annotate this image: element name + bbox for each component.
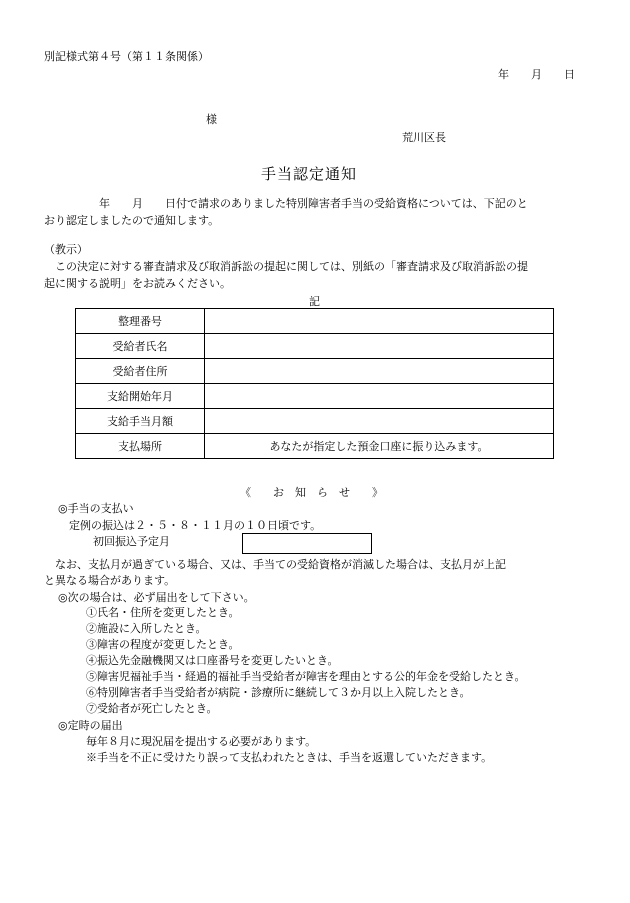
periodic-report-heading: ◎定時の届出 (58, 719, 123, 732)
notice-section (44, 241, 584, 292)
addressee-honorific: 様 (206, 113, 217, 126)
issuer-name: 荒川区長 (402, 131, 446, 144)
notice-line-1: この決定に対する審査請求及び取消訴訟の提起に関しては、別紙の「審査請求及び取消訴訟の提 (44, 260, 528, 273)
table-row (76, 334, 554, 359)
date-line: 年 月 日 (498, 68, 575, 81)
report-heading: ◎次の場合は、必ず届出をして下さい。 (58, 591, 255, 604)
oshirase-heading: 《 お 知 ら せ 》 (240, 486, 383, 499)
intro-paragraph (44, 195, 584, 229)
table-value (205, 409, 554, 434)
table-label: 受給者住所 (76, 359, 205, 384)
intro-line-1: 年 月 日付で請求のありました特別障害者手当の受給資格については、下記のと (44, 197, 528, 210)
payment-heading: ◎手当の支払い (58, 502, 134, 515)
table-row (76, 359, 554, 384)
list-item: ⑥特別障害者手当受給者が病院・診療所に継続して３か月以上入院したとき。 (86, 686, 471, 699)
payment-note-line-1: なお、支払月が過ぎている場合、又は、手当ての受給資格が消滅した場合は、支払月が上記 (44, 558, 506, 571)
table-row (76, 309, 554, 334)
ki-heading: 記 (309, 295, 320, 308)
list-item: ⑤障害児福祉手当・経過的福祉手当受給者が障害を理由とする公的年金を受給したとき。 (86, 670, 526, 683)
table-label: 整理番号 (76, 309, 205, 334)
table-row (76, 409, 554, 434)
table-value (205, 359, 554, 384)
notice-heading: （教示） (44, 243, 88, 256)
first-transfer-label: 初回振込予定月 (93, 535, 170, 548)
form-number: 別記様式第４号（第１１条関係） (44, 50, 209, 63)
table-label: 受給者氏名 (76, 334, 205, 359)
document-title: 手当認定通知 (261, 165, 358, 183)
list-item: ①氏名・住所を変更したとき。 (86, 606, 240, 619)
list-item: ③障害の程度が変更したとき。 (86, 638, 240, 651)
table-row (76, 434, 554, 459)
payment-location-value: あなたが指定した預金口座に振り込みます。 (205, 434, 554, 459)
payment-note (44, 557, 506, 589)
table-label: 支払場所 (76, 434, 205, 459)
table-value (205, 384, 554, 409)
table-label: 支給開始年月 (76, 384, 205, 409)
report-list (86, 605, 526, 717)
periodic-report-line: 毎年８月に現況届を提出する必要があります。 (86, 735, 317, 748)
notice-line-2: 起に関する説明」をお読みください。 (44, 277, 231, 290)
info-table (75, 308, 554, 459)
table-value (205, 334, 554, 359)
first-transfer-month-box (242, 533, 372, 554)
table-label: 支給手当月額 (76, 409, 205, 434)
table-row (76, 384, 554, 409)
table-value (205, 309, 554, 334)
intro-line-2: おり認定しましたので通知します。 (44, 214, 220, 227)
list-item: ②施設に入所したとき。 (86, 622, 207, 635)
refund-warning: ※手当を不正に受けたり誤って支払われたときは、手当を返還していただきます。 (86, 751, 493, 764)
payment-note-line-2: と異なる場合があります。 (44, 574, 176, 587)
list-item: ④振込先金融機関又は口座番号を変更したいとき。 (86, 654, 339, 667)
payment-schedule: 定例の振込は２・５・８・１１月の１０日頃です。 (58, 519, 322, 532)
list-item: ⑦受給者が死亡したとき。 (86, 702, 218, 715)
